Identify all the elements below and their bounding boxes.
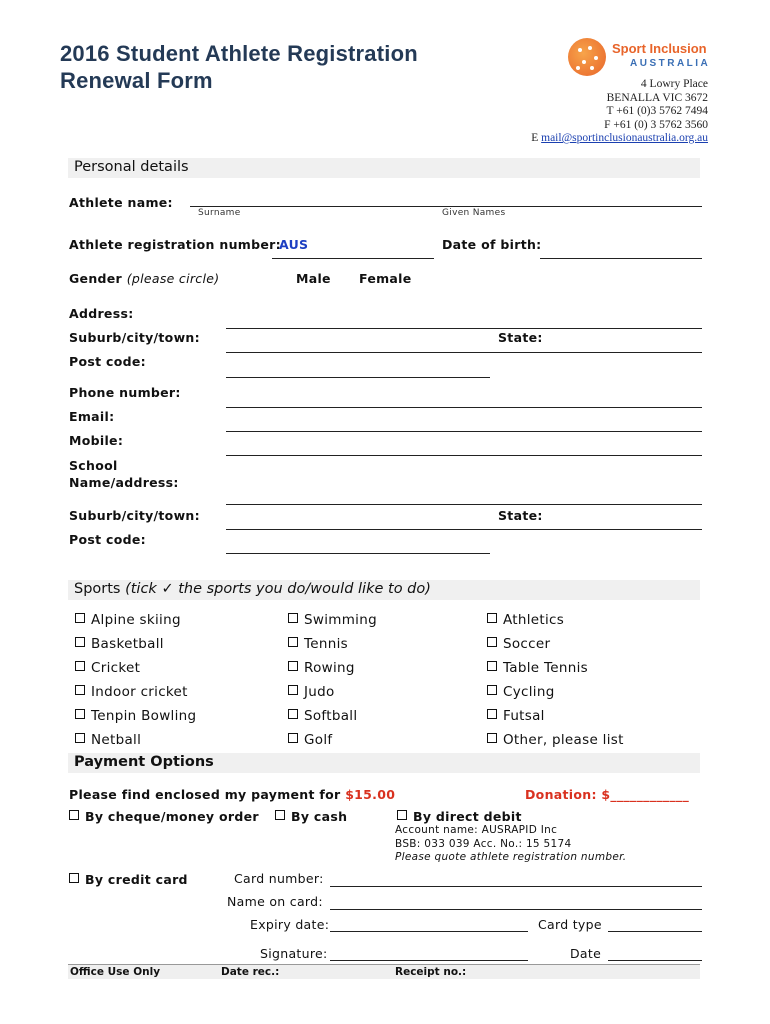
donation-field[interactable]: Donation: $____________ (525, 787, 689, 802)
payment-heading-band (68, 753, 700, 773)
checkbox-icon[interactable] (487, 685, 497, 695)
expiry-date-label: Expiry date: (250, 917, 330, 932)
checkbox-icon[interactable] (288, 613, 298, 623)
title-line-1: 2016 Student Athlete Registration (60, 41, 418, 66)
fax-line: F +61 (0) 3 5762 3560 (604, 118, 708, 131)
signature-field[interactable] (330, 960, 528, 961)
cheque-option[interactable]: By cheque/money order (69, 809, 259, 824)
checkbox-icon[interactable] (487, 661, 497, 671)
checkbox-icon[interactable] (288, 733, 298, 743)
credit-card-option[interactable]: By credit card (69, 872, 188, 887)
surname-caption: Surname (198, 208, 241, 218)
sport-option[interactable]: Other, please list (487, 732, 624, 756)
checkbox-icon[interactable] (75, 637, 85, 647)
checkbox-icon[interactable] (487, 709, 497, 719)
gender-label: Gender (please circle) (69, 271, 220, 286)
address-field[interactable] (226, 328, 702, 329)
checkbox-icon[interactable] (487, 733, 497, 743)
school-postcode-label: Post code: (69, 532, 146, 547)
sports-hint: (tick ✓ the sports you do/would like to do) (125, 581, 431, 597)
checkbox-icon[interactable] (288, 637, 298, 647)
phone-field[interactable] (226, 407, 702, 408)
registration-number-label: Athlete registration number: (69, 237, 281, 252)
school-state-label: State: (498, 508, 543, 523)
office-use-bar (68, 964, 700, 979)
athlete-name-field[interactable] (190, 206, 702, 207)
sport-option[interactable]: Tennis (288, 636, 377, 660)
logo-text-top: Sport Inclusion (612, 41, 707, 56)
sports-column-2 (288, 612, 377, 756)
payment-amount: $15.00 (345, 787, 396, 802)
bsb-account-number: BSB: 033 039 Acc. No.: 15 5174 (395, 837, 572, 850)
registration-number-value: AUS (279, 237, 309, 252)
expiry-date-field[interactable] (330, 931, 528, 932)
sport-option[interactable]: Soccer (487, 636, 624, 660)
title-line-2: Renewal Form (60, 68, 213, 93)
sport-option[interactable]: Golf (288, 732, 377, 756)
sports-column-3 (487, 612, 624, 756)
gender-hint: (please circle) (126, 271, 220, 286)
checkbox-icon[interactable] (75, 733, 85, 743)
checkbox-icon[interactable] (487, 637, 497, 647)
card-type-field[interactable] (608, 931, 702, 932)
name-on-card-field[interactable] (330, 909, 702, 910)
sport-option[interactable]: Judo (288, 684, 377, 708)
email-field[interactable] (226, 431, 702, 432)
personal-details-heading: Personal details (74, 159, 189, 175)
sport-option[interactable]: Cricket (75, 660, 196, 684)
checkbox-icon[interactable] (288, 685, 298, 695)
checkbox-icon[interactable] (75, 685, 85, 695)
school-suburb-label: Suburb/city/town: (69, 508, 200, 523)
sport-option[interactable]: Tenpin Bowling (75, 708, 196, 732)
sport-inclusion-logo (568, 38, 711, 78)
postcode-field[interactable] (226, 377, 490, 378)
account-name: Account name: AUSRAPID Inc (395, 824, 558, 836)
date-of-birth-label: Date of birth: (442, 237, 542, 252)
gender-option-female[interactable]: Female (359, 271, 412, 286)
logo-emblem-icon (568, 38, 606, 76)
suburb-state-field[interactable] (226, 352, 702, 353)
sport-option[interactable]: Table Tennis (487, 660, 624, 684)
sport-option[interactable]: Netball (75, 732, 196, 756)
cash-option[interactable]: By cash (275, 809, 347, 824)
checkbox-icon[interactable] (75, 613, 85, 623)
mobile-field[interactable] (226, 455, 702, 456)
suburb-label: Suburb/city/town: (69, 330, 200, 345)
school-suburb-state-field[interactable] (226, 529, 702, 530)
organisation-address (531, 78, 708, 146)
card-type-label: Card type (538, 917, 602, 932)
email-label: Email: (69, 409, 115, 424)
sport-option[interactable]: Swimming (288, 612, 377, 636)
mobile-label: Mobile: (69, 433, 124, 448)
checkbox-icon[interactable] (487, 613, 497, 623)
payment-enclosed-text: Please find enclosed my payment for $15.00 (69, 787, 396, 802)
school-field[interactable] (226, 504, 702, 505)
date-received-label: Date rec.: (221, 966, 280, 978)
sport-option[interactable]: Rowing (288, 660, 377, 684)
phone-line: T +61 (0)3 5762 7494 (606, 105, 708, 117)
sport-option[interactable]: Futsal (487, 708, 624, 732)
checkbox-icon[interactable] (288, 709, 298, 719)
office-use-label: Office Use Only (70, 966, 161, 978)
card-number-label: Card number: (234, 871, 324, 886)
sport-option[interactable]: Softball (288, 708, 377, 732)
sports-column-1 (75, 612, 196, 756)
checkbox-icon[interactable] (275, 810, 285, 820)
checkbox-icon[interactable] (288, 661, 298, 671)
school-postcode-field[interactable] (226, 553, 490, 554)
school-label: School Name/address: (69, 458, 179, 490)
checkbox-icon[interactable] (397, 810, 407, 820)
sport-option[interactable]: Indoor cricket (75, 684, 196, 708)
address-label: Address: (69, 306, 134, 321)
date-field[interactable] (608, 960, 702, 961)
given-names-caption: Given Names (442, 208, 506, 218)
sports-heading: Sports (tick ✓ the sports you do/would like to do) (74, 581, 431, 597)
email-line: E mail@sportinclusionaustralia.org.au (531, 132, 708, 144)
sports-heading-band (68, 580, 700, 600)
bank-details (395, 824, 626, 865)
email-link[interactable]: mail@sportinclusionaustralia.org.au (541, 132, 708, 144)
sport-option[interactable]: Cycling (487, 684, 624, 708)
address-line: 4 Lowry Place (640, 78, 708, 90)
receipt-number-label: Receipt no.: (395, 966, 467, 978)
athlete-name-label: Athlete name: (69, 195, 173, 210)
checkbox-icon[interactable] (69, 810, 79, 820)
personal-details-heading-band (68, 158, 700, 178)
postcode-label: Post code: (69, 354, 146, 369)
name-on-card-label: Name on card: (227, 894, 323, 909)
logo-text-bottom: AUSTRALIA (630, 58, 711, 69)
sport-option[interactable]: Alpine skiing (75, 612, 196, 636)
date-of-birth-field[interactable] (540, 258, 702, 259)
payment-heading: Payment Options (74, 754, 214, 770)
checkbox-icon[interactable] (69, 873, 79, 883)
quote-instruction: Please quote athlete registration number. (395, 851, 627, 863)
sport-option[interactable]: Basketball (75, 636, 196, 660)
checkbox-icon[interactable] (75, 661, 85, 671)
checkbox-icon[interactable] (75, 709, 85, 719)
address-line: BENALLA VIC 3672 (606, 91, 708, 104)
registration-number-field[interactable] (272, 258, 434, 259)
gender-option-male[interactable]: Male (296, 271, 331, 286)
state-label: State: (498, 330, 543, 345)
date-label: Date (570, 946, 602, 961)
phone-label: Phone number: (69, 385, 181, 400)
direct-debit-option[interactable]: By direct debit (397, 809, 522, 824)
card-number-field[interactable] (330, 886, 702, 887)
signature-label: Signature: (260, 946, 328, 961)
form-title (60, 40, 418, 94)
sport-option[interactable]: Athletics (487, 612, 624, 636)
